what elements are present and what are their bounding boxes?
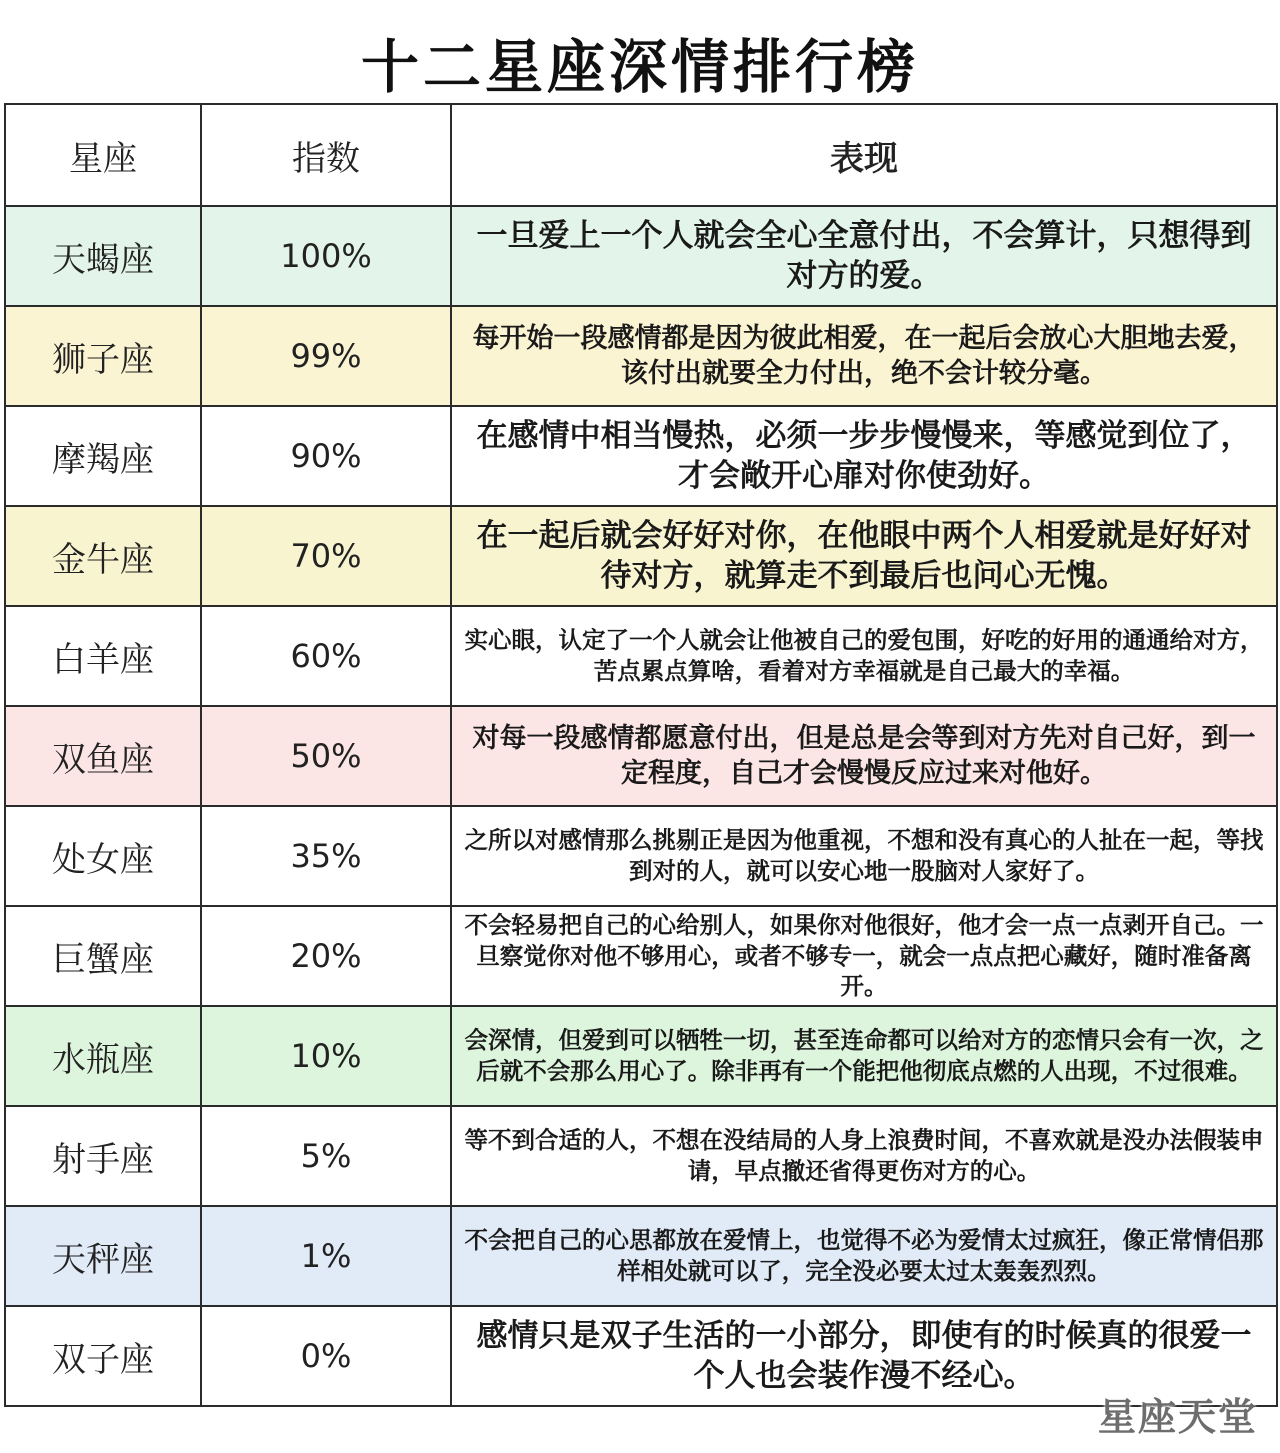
- sign-cell: 处女座: [5, 806, 201, 906]
- description-cell: 之所以对感情那么挑剔正是因为他重视，不想和没有真心的人扯在一起，等找到对的人，就可以安心地一股脑对人家好了。: [451, 806, 1277, 906]
- header-description: 表现: [451, 104, 1277, 206]
- index-cell: 50%: [201, 706, 451, 806]
- index-cell: 1%: [201, 1206, 451, 1306]
- sign-cell: 金牛座: [5, 506, 201, 606]
- sign-cell: 水瓶座: [5, 1006, 201, 1106]
- page-title: 十二星座深情排行榜: [360, 33, 919, 101]
- description-cell: 每开始一段感情都是因为彼此相爱，在一起后会放心大胆地去爱，该付出就要全力付出，绝不会计较分毫。: [451, 306, 1277, 406]
- description-cell: 实心眼，认定了一个人就会让他被自己的爱包围，好吃的好用的通通给对方，苦点累点算啥，看着对方幸福就是自己最大的幸福。: [451, 606, 1277, 706]
- table-row: [5, 1106, 1277, 1206]
- description-cell: 等不到合适的人，不想在没结局的人身上浪费时间，不喜欢就是没办法假装申请，早点撤还省得更伤对方的心。: [451, 1106, 1277, 1206]
- sign-cell: 天蝎座: [5, 206, 201, 306]
- index-cell: 60%: [201, 606, 451, 706]
- index-cell: 99%: [201, 306, 451, 406]
- table-row: [5, 806, 1277, 906]
- table-header-row: [5, 104, 1277, 206]
- sign-cell: 射手座: [5, 1106, 201, 1206]
- index-cell: 100%: [201, 206, 451, 306]
- sign-cell: 双鱼座: [5, 706, 201, 806]
- description-cell: 一旦爱上一个人就会全心全意付出，不会算计，只想得到对方的爱。: [451, 206, 1277, 306]
- sign-cell: 狮子座: [5, 306, 201, 406]
- description-cell: 在感情中相当慢热，必须一步步慢慢来，等感觉到位了，才会敞开心扉对你使劲好。: [451, 406, 1277, 506]
- table-row: [5, 506, 1277, 606]
- index-cell: 20%: [201, 906, 451, 1006]
- ranking-table: [4, 103, 1278, 1407]
- index-cell: 5%: [201, 1106, 451, 1206]
- description-cell: 在一起后就会好好对你，在他眼中两个人相爱就是好好对待对方，就算走不到最后也问心无愧。: [451, 506, 1277, 606]
- description-cell: 不会把自己的心思都放在爱情上，也觉得不必为爱情太过疯狂，像正常情侣那样相处就可以了，完全没必要太过太轰轰烈烈。: [451, 1206, 1277, 1306]
- header-index: 指数: [201, 104, 451, 206]
- table-row: [5, 1006, 1277, 1106]
- table-row: [5, 906, 1277, 1006]
- sign-cell: 天秤座: [5, 1206, 201, 1306]
- table-row: [5, 706, 1277, 806]
- table-row: [5, 406, 1277, 506]
- sign-cell: 双子座: [5, 1306, 201, 1406]
- table-row: [5, 1206, 1277, 1306]
- description-cell: 不会轻易把自己的心给别人，如果你对他很好，他才会一点一点剥开自己。一旦察觉你对他不够用心，或者不够专一，就会一点点把心藏好，随时准备离开。: [451, 906, 1277, 1006]
- sign-cell: 白羊座: [5, 606, 201, 706]
- description-cell: 感情只是双子生活的一小部分，即使有的时候真的很爱一个人也会装作漫不经心。: [451, 1306, 1277, 1406]
- watermark-text: 星座天堂: [1097, 1395, 1258, 1439]
- sign-cell: 巨蟹座: [5, 906, 201, 1006]
- index-cell: 70%: [201, 506, 451, 606]
- table-row: [5, 1306, 1277, 1406]
- sign-cell: 摩羯座: [5, 406, 201, 506]
- index-cell: 10%: [201, 1006, 451, 1106]
- index-cell: 35%: [201, 806, 451, 906]
- header-sign: 星座: [5, 104, 201, 206]
- table-row: [5, 206, 1277, 306]
- table-row: [5, 606, 1277, 706]
- table-row: [5, 306, 1277, 406]
- index-cell: 90%: [201, 406, 451, 506]
- index-cell: 0%: [201, 1306, 451, 1406]
- description-cell: 对每一段感情都愿意付出，但是总是会等到对方先对自己好，到一定程度，自己才会慢慢反应过来对他好。: [451, 706, 1277, 806]
- description-cell: 会深情，但爱到可以牺牲一切，甚至连命都可以给对方的恋情只会有一次，之后就不会那么用心了。除非再有一个能把他彻底点燃的人出现，不过很难。: [451, 1006, 1277, 1106]
